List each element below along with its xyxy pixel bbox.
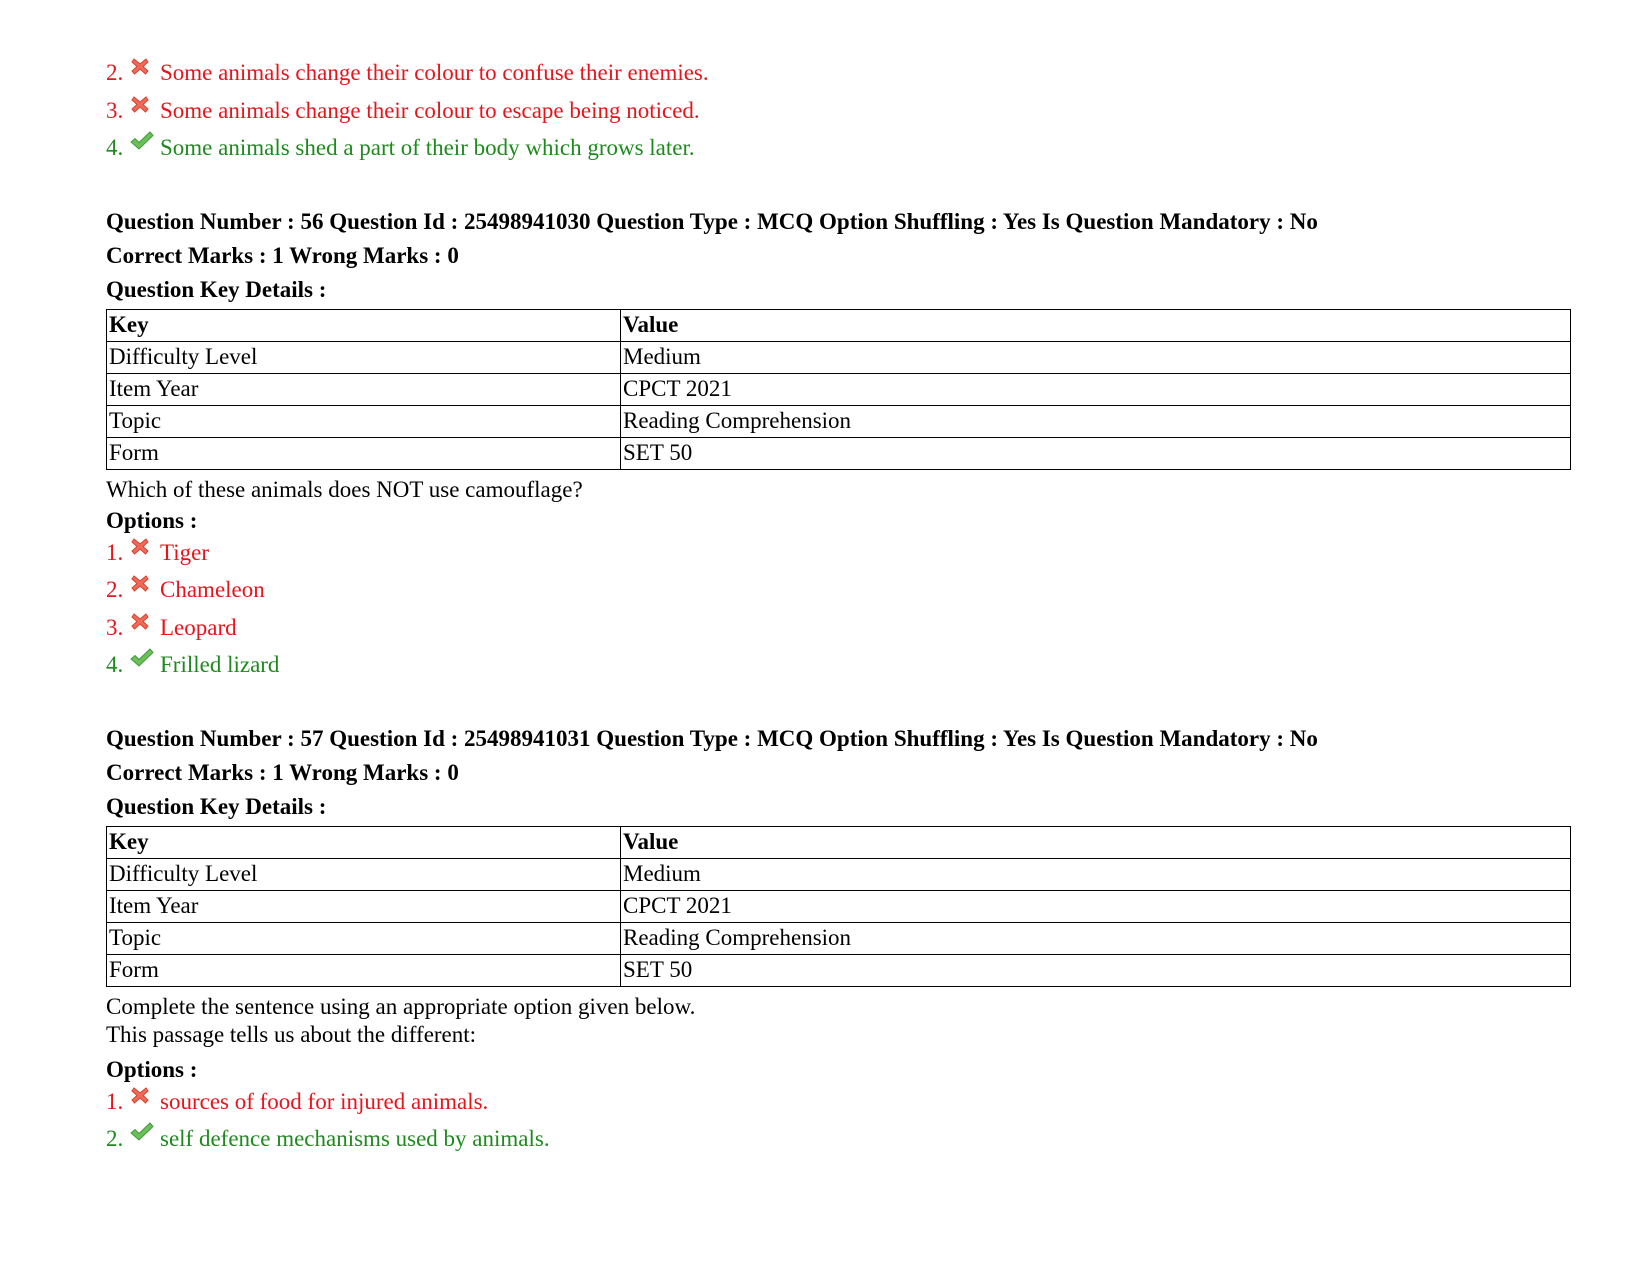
table-cell-value: Reading Comprehension: [621, 922, 1571, 954]
table-row: [107, 858, 1571, 890]
table-header-key: Key: [107, 826, 621, 858]
question-text: This passage tells us about the different:: [106, 1021, 477, 1047]
key-details-label: Question Key Details :: [106, 793, 327, 819]
option-number: 4.: [106, 652, 124, 677]
option-item: [106, 1126, 1571, 1164]
option-number: 1.: [106, 1088, 124, 1114]
table-cell-key: Item Year: [107, 373, 621, 405]
option-text: Leopard: [160, 614, 237, 640]
cross-icon: [130, 98, 154, 124]
option-text: Chameleon: [160, 577, 265, 602]
question-meta: Question Number : 57 Question Id : 25498941031 Question Type : MCQ Option Shuffling : Yes Is Question Mandatory : No: [106, 725, 1318, 751]
table-cell-value: Medium: [621, 858, 1571, 890]
option-item: [106, 652, 1571, 690]
table-cell-key: Form: [107, 954, 621, 986]
question-meta: Question Number : 56 Question Id : 25498941030 Question Type : MCQ Option Shuffling : Yes Is Question Mandatory : No: [106, 208, 1318, 234]
table-cell-value: SET 50: [621, 437, 1571, 469]
cross-icon: [130, 1089, 154, 1115]
question-block: [106, 205, 1571, 690]
previous-question-options: [106, 60, 1571, 173]
option-item: [106, 135, 1571, 173]
table-row: [107, 954, 1571, 986]
table-cell-key: Difficulty Level: [107, 858, 621, 890]
option-number: 2.: [106, 60, 124, 85]
option-item: [106, 615, 1571, 653]
table-cell-key: Topic: [107, 922, 621, 954]
options-label: Options :: [106, 507, 198, 533]
option-text: self defence mechanisms used by animals.: [160, 1126, 550, 1151]
option-number: 2.: [106, 577, 124, 602]
table-header-value: Value: [621, 309, 1571, 341]
table-cell-key: Topic: [107, 405, 621, 437]
option-text: Some animals shed a part of their body which grows later.: [160, 135, 695, 160]
table-cell-value: SET 50: [621, 954, 1571, 986]
table-header-row: [107, 309, 1571, 341]
check-icon: [130, 652, 154, 678]
key-details-label: Question Key Details :: [106, 276, 327, 302]
table-cell-value: Reading Comprehension: [621, 405, 1571, 437]
cross-icon: [130, 577, 154, 603]
option-number: 2.: [106, 1126, 124, 1151]
question-marks: Correct Marks : 1 Wrong Marks : 0: [106, 242, 459, 268]
table-row: [107, 890, 1571, 922]
question-text: Complete the sentence using an appropriate option given below.: [106, 993, 696, 1019]
table-row: [107, 341, 1571, 373]
table-cell-value: Medium: [621, 341, 1571, 373]
question-text: Which of these animals does NOT use camouflage?: [106, 476, 583, 502]
table-row: [107, 437, 1571, 469]
options-label: Options :: [106, 1056, 198, 1082]
option-item: [106, 540, 1571, 578]
cross-icon: [130, 540, 154, 566]
table-cell-key: Difficulty Level: [107, 341, 621, 373]
cross-icon: [130, 615, 154, 641]
option-number: 4.: [106, 135, 124, 160]
table-row: [107, 373, 1571, 405]
check-icon: [130, 1126, 154, 1152]
option-text: Frilled lizard: [160, 652, 280, 677]
cross-icon: [130, 60, 154, 86]
check-icon: [130, 135, 154, 161]
table-cell-key: Item Year: [107, 890, 621, 922]
table-row: [107, 405, 1571, 437]
table-header-key: Key: [107, 309, 621, 341]
table-header-value: Value: [621, 826, 1571, 858]
key-details-table: [106, 826, 1571, 987]
question-marks: Correct Marks : 1 Wrong Marks : 0: [106, 759, 459, 785]
table-cell-value: CPCT 2021: [621, 373, 1571, 405]
option-item: [106, 1089, 1571, 1127]
option-number: 3.: [106, 614, 124, 640]
document-page: [106, 60, 1571, 1164]
option-item: [106, 60, 1571, 98]
option-text: Some animals change their colour to confuse their enemies.: [160, 60, 709, 85]
option-text: Some animals change their colour to escape being noticed.: [160, 97, 700, 123]
key-details-table: [106, 309, 1571, 470]
option-number: 1.: [106, 539, 124, 565]
table-cell-key: Form: [107, 437, 621, 469]
option-item: [106, 577, 1571, 615]
table-header-row: [107, 826, 1571, 858]
table-cell-value: CPCT 2021: [621, 890, 1571, 922]
option-item: [106, 98, 1571, 136]
option-text: Tiger: [160, 539, 209, 565]
option-number: 3.: [106, 97, 124, 123]
option-text: sources of food for injured animals.: [160, 1088, 489, 1114]
table-row: [107, 922, 1571, 954]
question-block: [106, 722, 1571, 1164]
